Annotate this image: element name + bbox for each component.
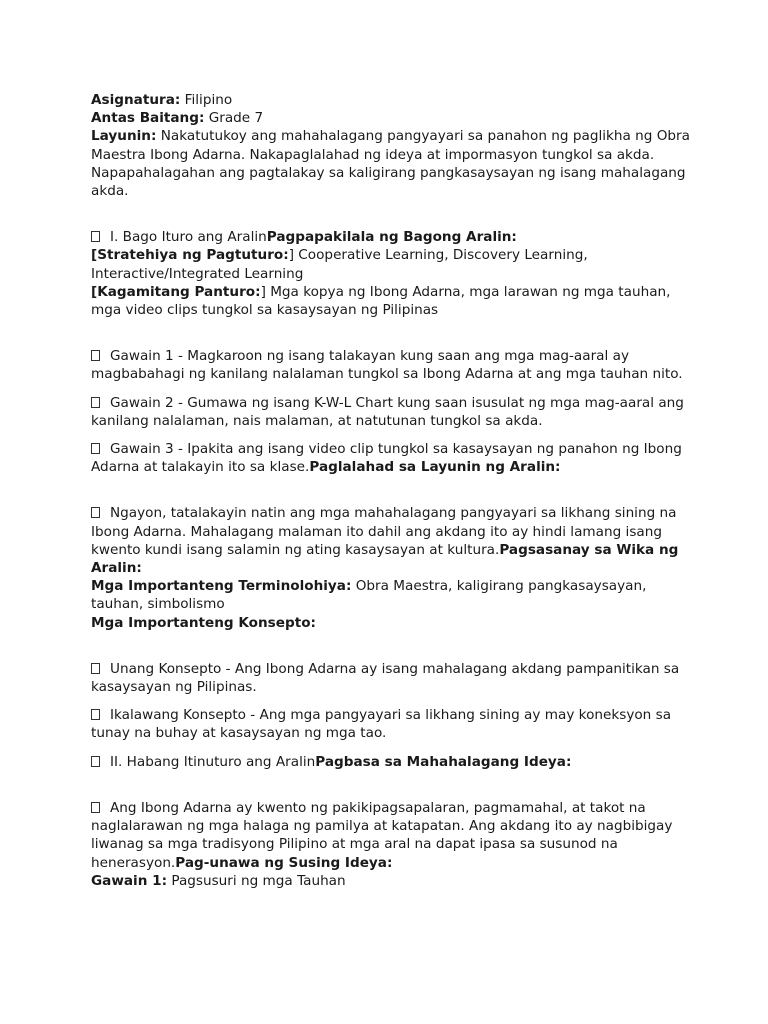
asignatura-line (91, 91, 691, 109)
terms-value: Obra Maestra, kaligirang pangkasaysayan, tauhan, simbolismo (91, 578, 647, 613)
section2-paragraph (91, 799, 691, 872)
terms-label: Mga Importanteng Terminolohiya: (91, 578, 352, 595)
layunin-label: Layunin: (91, 128, 157, 145)
gawain1-text: Gawain 1 - Magkaroon ng isang talakayan kung saan ang mga mag-aaral ay magbabahagi ng kanilang nalalaman tungkol sa Ibong Adarna at ang mga tauhan nito. (91, 348, 683, 383)
bullet-box-icon (91, 756, 100, 767)
concepts-heading-line (91, 614, 691, 632)
section2-heading-line (91, 753, 691, 771)
antas-label: Antas Baitang: (91, 110, 205, 127)
section2-heading: Pagbasa sa Mahahalagang Ideya: (315, 753, 572, 770)
asignatura-value: Filipino (180, 92, 233, 108)
ikalawang-konsepto-text: Ikalawang Konsepto - Ang mga pangyayari sa likhang sining ay may koneksyon sa tunay na buhay at kasaysayan ng mga tao. (91, 707, 672, 742)
gawain3-paragraph (91, 440, 691, 476)
antas-value: Grade 7 (204, 110, 264, 127)
section1-heading: Pagpapakilala ng Bagong Aralin: (266, 229, 517, 246)
section2-gawain1-line (91, 872, 691, 890)
pag-unawa-heading: Pag-unawa ng Susing Ideya: (175, 854, 393, 871)
section1-prefix: I. Bago Ituro ang Aralin (110, 229, 267, 246)
layunin-paragraph (91, 127, 691, 200)
section2-gawain1-label: Gawain 1: (91, 872, 168, 889)
intro-paragraph (91, 504, 691, 577)
unang-konsepto-text: Unang Konsepto - Ang Ibong Adarna ay isang mahalagang akdang pampanitikan sa kasaysayan ng Pilipinas. (91, 660, 680, 696)
strategy-label: [Stratehiya ng Pagtuturo: (91, 247, 289, 264)
section2-prefix: II. Habang Itinuturo ang Aralin (110, 753, 316, 770)
section2-gawain1-value: Pagsusuri ng mga Tauhan (167, 872, 346, 889)
strategy-value: ] Cooperative Learning, Discovery Learning, Interactive/Integrated Learning (91, 247, 588, 282)
gawain3-text: Gawain 3 - Ipakita ang isang video clip tungkol sa kasaysayan ng panahon ng Ibong Adarna at talakayin ito sa klase. (91, 441, 682, 476)
pagsasanay-heading: Pagsasanay sa Wika ng Aralin: (91, 541, 679, 577)
layunin-heading: Paglalahad sa Layunin ng Aralin: (309, 459, 561, 476)
bullet-box-icon (91, 231, 100, 242)
bullet-box-icon (91, 350, 100, 361)
intro-text: Ngayon, tatalakayin natin ang mga mahahalagang pangyayari sa likhang sining na Ibong Adarna. Mahalagang malaman ito dahil ang akdang ito ay hindi lamang isang kwento kundi isang salamin ng ating kasaysayan at kultura. (91, 505, 677, 558)
materials-label: [Kagamitang Panturo: (91, 283, 261, 300)
bullet-box-icon (91, 443, 100, 454)
gawain2-text: Gawain 2 - Gumawa ng isang K-W-L Chart kung saan isusulat ng mga mag-aaral ang kanilang nalalaman, nais malaman, at natutunan tungkol sa akda. (91, 394, 684, 429)
strategy-paragraph (91, 246, 691, 282)
section2-text: Ang Ibong Adarna ay kwento ng pakikipagsapalaran, pagmamahal, at takot na naglalarawan ng mga halaga ng pamilya at katapatan. Ang akdang ito ay nagbibigay liwanag sa mga tradisyong Pilipino at mga aral na dapat ipasa sa susunod na henerasyon. (91, 799, 673, 871)
concepts-label: Mga Importanteng Konsepto: (91, 614, 316, 631)
document-page (91, 91, 691, 890)
bullet-box-icon (91, 663, 100, 674)
bullet-box-icon (91, 802, 100, 813)
unang-konsepto-paragraph (91, 660, 691, 696)
bullet-box-icon (91, 397, 100, 408)
antas-line (91, 109, 691, 127)
materials-value: ] Mga kopya ng Ibong Adarna, mga larawan ng mga tauhan, mga video clips tungkol sa kasaysayan ng Pilipinas (91, 283, 671, 319)
asignatura-label: Asignatura: (91, 92, 181, 108)
section1-heading-line (91, 228, 691, 246)
gawain1-paragraph (91, 347, 691, 383)
bullet-box-icon (91, 709, 100, 720)
layunin-value: Nakatutukoy ang mahahalagang pangyayari sa panahon ng paglikha ng Obra Maestra Ibong Adarna. Nakapaglalahad ng ideya at impormasyon tungkol sa akda. Napapahalagahan ang pagtalakay sa kaligirang pangkasaysayan ng isang mahalagang akda. (91, 128, 690, 200)
ikalawang-konsepto-paragraph (91, 706, 691, 742)
terms-paragraph (91, 577, 691, 613)
gawain2-paragraph (91, 394, 691, 430)
bullet-box-icon (91, 507, 100, 518)
materials-paragraph (91, 283, 691, 319)
